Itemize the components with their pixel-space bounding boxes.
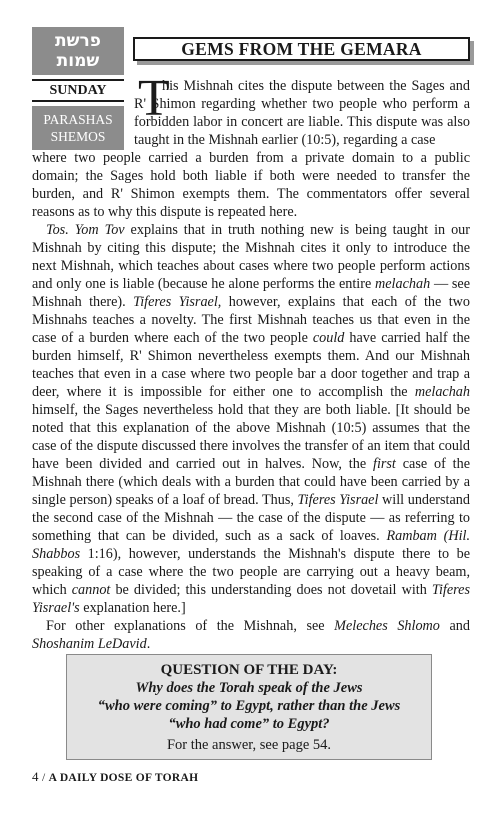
paragraph-other-explanations: For other explanations of the Mishnah, see Meleches Shlomo and Shoshanim LeDavid. [32, 618, 470, 652]
page-footer [32, 769, 198, 785]
parasha-line-1: PARASHAS [43, 112, 113, 127]
parasha-line-2: SHEMOS [50, 129, 106, 144]
question-of-the-day-box [66, 654, 432, 760]
hebrew-line-2: שמות [56, 51, 100, 71]
page-number: 4 [32, 769, 39, 784]
question-line-3: “who had come” to Egypt? [168, 716, 330, 732]
book-title: A DAILY DOSE OF TORAH [48, 772, 199, 784]
article-body [32, 149, 470, 653]
answer-reference: For the answer, see page 54. [166, 737, 332, 753]
footer-separator: / [38, 772, 49, 784]
section-title: GEMS FROM THE GEMARA [133, 37, 470, 61]
paragraph-tos-yom-tov: Tos. Yom Tov explains that in truth nothing new is being taught in our Mishnah by citing this dispute; the Mishnah cites it only to introduce the next Mishnah, which teaches about cases where two people perform actions and only one is liable (because he alone performs the entire melachah — see Mishnah there). Tiferes Yisrael, however, explains that each of the two Mishnahs teaches a novelty. The first Mishnah teaches us that even in the case of a burden where each of the two people could have carried half the burden himself, R' Shimon nevertheless exempts them. And our Mishnah teaches that even in a case where two people bar a door together and trap a deer, where it is impossible for either one to accomplish the melachah himself, the Sages nevertheless hold that they are both liable. [It should be noted that this explanation of the above Mishnah (10:5) assumes that the case of the dispute discussed there involves the transfer of an item that could have been divided and carried out in halves. Now, the first case of the Mishnah there (which deals with a burden that could have been carried by a single person) speaks of a loaf of bread. Thus, Tiferes Yisrael will understand the second case of the Mishnah — the case of the dispute — as referring to something that can be divided, such as a sack of loaves. Rambam (Hil. Shabbos 1:16), however, understands the Mishnah's dispute there to be speaking of a case where the two people are carrying out a heavy beam, which cannot be divided; this understanding does not dovetail with Tiferes Yisrael's explanation here.] [32, 222, 470, 616]
parasha-hebrew-label [32, 27, 124, 75]
first-paragraph-top [134, 77, 470, 149]
question-title: QUESTION OF THE DAY: [160, 662, 338, 678]
question-line-1: Why does the Torah speak of the Jews [135, 680, 363, 696]
hebrew-line-1: פרשת [55, 31, 101, 51]
first-paragraph-text: his Mishnah cites the dispute between the Sages and R' Shimon regarding whether two people who perform a forbidden labor in concert are liable. This dispute was also taught in the Mishnah earlier (10:5), regarding a case [134, 78, 470, 148]
drop-cap: T [138, 70, 170, 127]
question-line-2: “who were coming” to Egypt, rather than the Jews [97, 698, 401, 714]
parasha-english-label [32, 106, 124, 150]
first-paragraph-continuation: where two people carried a burden from a private domain to a public domain; the Sages hold both liable if both were needed to transfer the burden, and R' Shimon exempts them. The commentators offer several reasons as to why this dispute is repeated here. [32, 150, 470, 220]
day-label: SUNDAY [32, 79, 124, 102]
sidebar [32, 27, 124, 150]
